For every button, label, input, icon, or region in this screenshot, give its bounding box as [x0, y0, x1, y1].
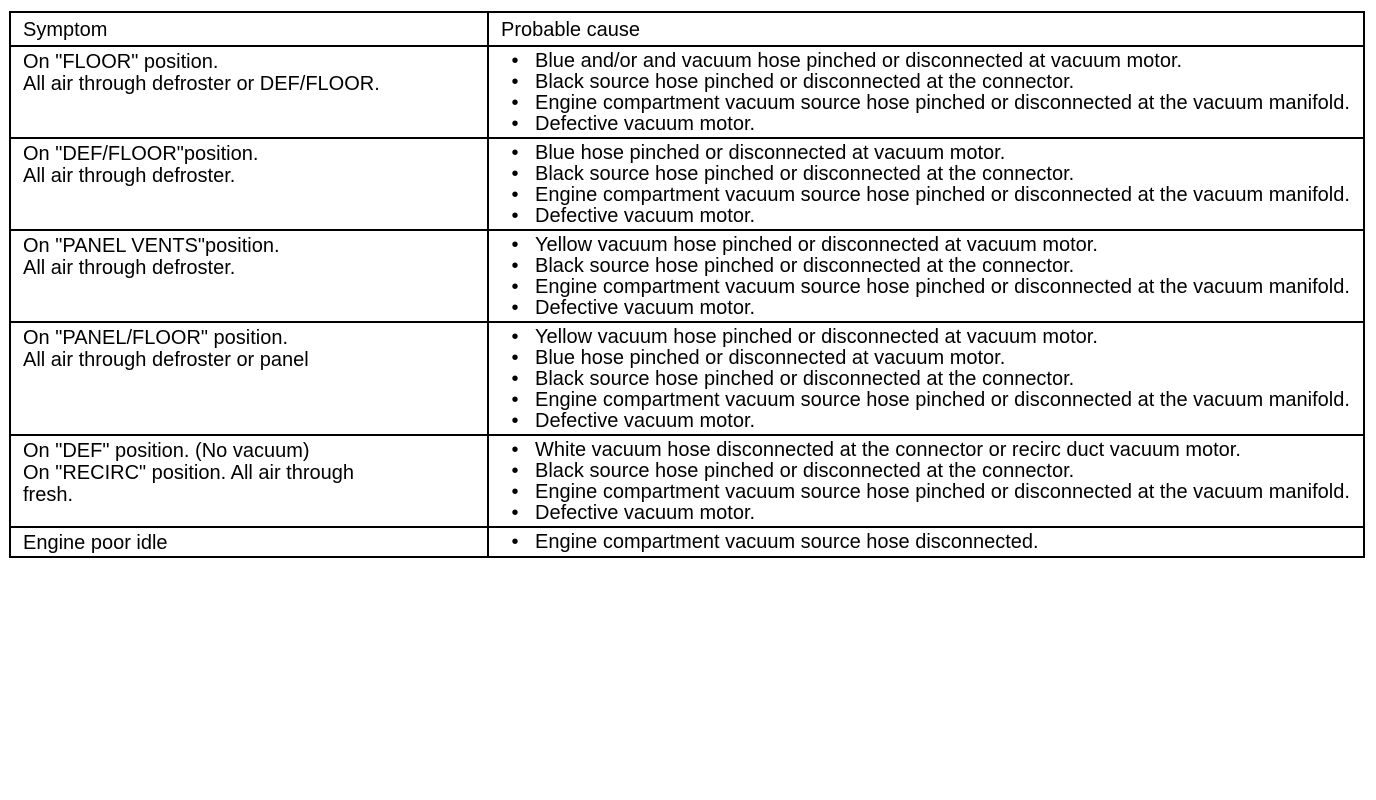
cause-item: [501, 440, 1353, 461]
troubleshooting-table: [9, 11, 1365, 558]
symptom-cell: [10, 435, 488, 527]
cause-item: [501, 256, 1353, 277]
cause-text: Black source hose pinched or disconnected at the connector.: [535, 163, 1075, 185]
cause-text: Black source hose pinched or disconnected at the connector.: [535, 368, 1075, 390]
cause-text: Defective vacuum motor.: [535, 502, 756, 524]
cause-text: Yellow vacuum hose pinched or disconnected at vacuum motor.: [535, 326, 1098, 348]
bullet-icon: •: [511, 234, 519, 256]
cause-text: Blue and/or and vacuum hose pinched or disconnected at vacuum motor.: [535, 50, 1183, 72]
cause-item: [501, 461, 1353, 482]
cause-list: [501, 51, 1353, 135]
symptom-text: On "DEF/FLOOR"position.: [23, 143, 259, 165]
table-body: [10, 46, 1364, 557]
table-row: [10, 322, 1364, 435]
cause-text: Defective vacuum motor.: [535, 113, 756, 135]
cause-item: [501, 93, 1353, 114]
probable-cause-cell: [488, 46, 1364, 138]
cause-item: [501, 143, 1353, 164]
symptom-text: On "FLOOR" position.: [23, 51, 219, 73]
cause-item: [501, 390, 1353, 411]
cause-item: [501, 164, 1353, 185]
bullet-icon: •: [511, 142, 519, 164]
cause-item: [501, 185, 1353, 206]
cause-text: Defective vacuum motor.: [535, 410, 756, 432]
cause-item: [501, 348, 1353, 369]
cause-text: Blue hose pinched or disconnected at vacuum motor.: [535, 347, 1006, 369]
probable-cause-header: Probable cause: [488, 12, 1364, 46]
cause-item: [501, 503, 1353, 524]
bullet-icon: •: [511, 276, 519, 298]
cause-list: [501, 532, 1353, 553]
bullet-icon: •: [511, 163, 519, 185]
cause-item: [501, 482, 1353, 503]
symptom-text: All air through defroster or DEF/FLOOR.: [23, 73, 380, 95]
bullet-icon: •: [511, 347, 519, 369]
cause-item: [501, 298, 1353, 319]
cause-list: [501, 327, 1353, 432]
bullet-icon: •: [511, 389, 519, 411]
table-row: [10, 46, 1364, 138]
cause-item: [501, 51, 1353, 72]
cause-text: Defective vacuum motor.: [535, 297, 756, 319]
probable-cause-cell: [488, 138, 1364, 230]
bullet-icon: •: [511, 184, 519, 206]
bullet-icon: •: [511, 531, 519, 553]
table-row: [10, 138, 1364, 230]
symptom-text: On "PANEL/FLOOR" position.: [23, 327, 289, 349]
cause-text: Black source hose pinched or disconnected at the connector.: [535, 255, 1075, 277]
bullet-icon: •: [511, 460, 519, 482]
probable-cause-cell: [488, 322, 1364, 435]
symptom-text: On "DEF" position. (No vacuum): [23, 440, 310, 462]
symptom-text: On "PANEL VENTS"position.: [23, 235, 280, 257]
cause-text: Black source hose pinched or disconnected at the connector.: [535, 71, 1075, 93]
bullet-icon: •: [511, 92, 519, 114]
symptom-text: On "RECIRC" position. All air through: [23, 462, 355, 484]
probable-cause-cell: [488, 435, 1364, 527]
cause-item: [501, 327, 1353, 348]
probable-cause-cell: [488, 527, 1364, 557]
bullet-icon: •: [511, 439, 519, 461]
cause-text: Blue hose pinched or disconnected at vacuum motor.: [535, 142, 1006, 164]
cause-text: Engine compartment vacuum source hose disconnected.: [535, 531, 1039, 553]
cause-item: [501, 206, 1353, 227]
symptom-cell: [10, 322, 488, 435]
cause-item: [501, 411, 1353, 432]
bullet-icon: •: [511, 50, 519, 72]
cause-item: [501, 277, 1353, 298]
symptom-cell: [10, 138, 488, 230]
bullet-icon: •: [511, 481, 519, 503]
cause-list: [501, 143, 1353, 227]
cause-text: Engine compartment vacuum source hose pinched or disconnected at the vacuum manifold.: [535, 276, 1350, 298]
bullet-icon: •: [511, 502, 519, 524]
symptom-text: All air through defroster.: [23, 165, 236, 187]
cause-item: [501, 235, 1353, 256]
table-row: [10, 230, 1364, 322]
bullet-icon: •: [511, 71, 519, 93]
symptom-cell: [10, 230, 488, 322]
symptom-text: All air through defroster.: [23, 257, 236, 279]
cause-text: Engine compartment vacuum source hose pinched or disconnected at the vacuum manifold.: [535, 92, 1350, 114]
table-row: [10, 527, 1364, 557]
table-row: [10, 435, 1364, 527]
cause-text: Black source hose pinched or disconnected at the connector.: [535, 460, 1075, 482]
cause-text: Engine compartment vacuum source hose pinched or disconnected at the vacuum manifold.: [535, 184, 1350, 206]
cause-list: [501, 235, 1353, 319]
cause-item: [501, 532, 1353, 553]
bullet-icon: •: [511, 297, 519, 319]
cause-item: [501, 72, 1353, 93]
bullet-icon: •: [511, 410, 519, 432]
symptom-text: fresh.: [23, 484, 74, 506]
symptom-cell: [10, 527, 488, 557]
bullet-icon: •: [511, 326, 519, 348]
bullet-icon: •: [511, 113, 519, 135]
probable-cause-cell: [488, 230, 1364, 322]
cause-list: [501, 440, 1353, 524]
cause-text: Defective vacuum motor.: [535, 205, 756, 227]
bullet-icon: •: [511, 205, 519, 227]
bullet-icon: •: [511, 255, 519, 277]
symptom-text: Engine poor idle: [23, 532, 168, 554]
symptom-header: Symptom: [10, 12, 488, 46]
symptom-cell: [10, 46, 488, 138]
cause-item: [501, 369, 1353, 390]
cause-text: Yellow vacuum hose pinched or disconnected at vacuum motor.: [535, 234, 1098, 256]
cause-item: [501, 114, 1353, 135]
cause-text: White vacuum hose disconnected at the connector or recirc duct vacuum motor.: [535, 439, 1241, 461]
cause-text: Engine compartment vacuum source hose pinched or disconnected at the vacuum manifold.: [535, 481, 1350, 503]
cause-text: Engine compartment vacuum source hose pinched or disconnected at the vacuum manifold.: [535, 389, 1350, 411]
symptom-text: All air through defroster or panel: [23, 349, 309, 371]
bullet-icon: •: [511, 368, 519, 390]
header-row: [10, 12, 1364, 46]
